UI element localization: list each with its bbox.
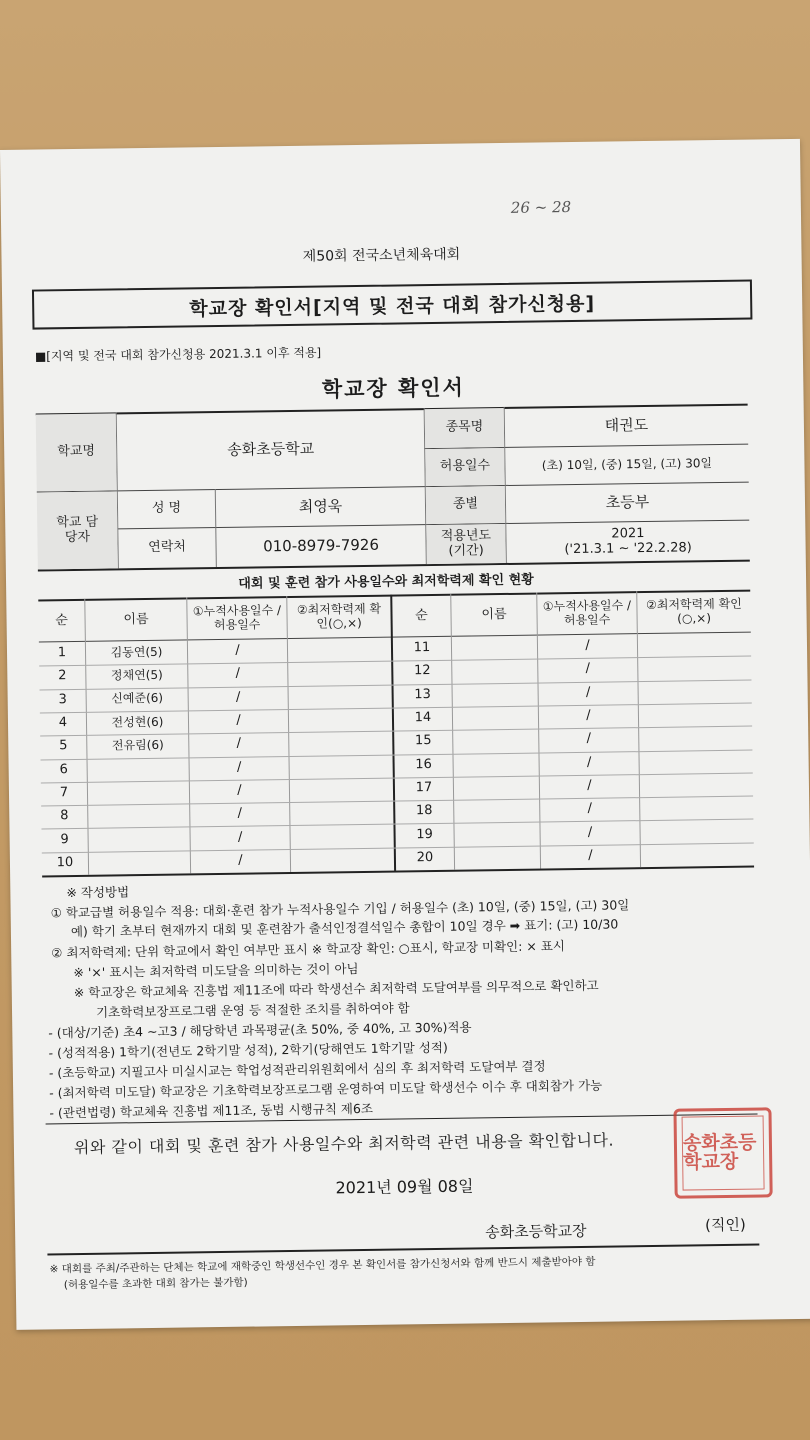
name-value: 최영욱 <box>298 497 343 516</box>
row-used-days: / <box>587 777 592 793</box>
row-student-name <box>452 682 537 706</box>
header-name-left: 이름 <box>123 611 149 627</box>
sport-value: 태권도 <box>604 415 649 435</box>
sport-label: 종목명 <box>425 408 505 448</box>
header-name-right: 이름 <box>481 606 507 622</box>
row-student-name: 전유림(6) <box>111 737 164 753</box>
row-no: 16 <box>415 756 432 772</box>
row-used-days: / <box>587 824 593 840</box>
row-used-days: / <box>236 759 242 775</box>
status-title: 대회 및 훈련 참가 사용일수와 최저학력제 확인 현황 <box>238 572 534 592</box>
note-5: ※ 학교장은 학교체육 진흥법 제11조에 따라 학생선수 최저학력 도달여부를 의무적으로 확인하고 <box>73 977 599 1001</box>
row-no: 13 <box>414 686 432 703</box>
row-used-days: / <box>235 666 241 682</box>
note-2: 예) 학기 초부터 현재까지 대회 및 훈련참가 출석인정결석일수 총합이 10일 경우 ➡ 표기: (고) 10/30 <box>70 916 619 940</box>
row-student-name <box>452 659 537 683</box>
row-no: 7 <box>59 785 69 801</box>
row-used-days: / <box>238 852 243 868</box>
header-no-left: 순 <box>55 612 68 628</box>
row-student-name <box>454 775 539 799</box>
period-year: 2021 <box>611 525 645 542</box>
row-no: 19 <box>416 826 433 842</box>
header-used-right: ①누적사용일수 /허용일수 <box>542 598 632 628</box>
row-no: 8 <box>60 808 69 824</box>
footer-note-2: (허용일수를 초과한 대회 참가는 불가함) <box>63 1276 248 1292</box>
row-no: 17 <box>415 779 433 796</box>
row-student-name <box>453 729 538 753</box>
row-used-days: / <box>237 805 243 822</box>
official-seal-text: 송화초등학교장 <box>682 1115 765 1190</box>
footer-note-1: ※ 대회를 주최/주관하는 단체는 학교에 재학중인 학생선수인 경우 본 확인서를 참가신청서와 함께 반드시 제출받아야 함 <box>49 1255 596 1276</box>
row-student-name <box>89 850 190 875</box>
contact-value: 010-8979-7926 <box>263 535 380 556</box>
event-title: 제50회 전국소년체육대회 <box>302 246 461 265</box>
row-used-days: / <box>585 661 591 677</box>
signer-name: 송화초등학교장 <box>485 1221 587 1242</box>
row-used-days: / <box>586 707 591 723</box>
note-0: ※ 작성방법 <box>66 884 130 901</box>
row-no: 15 <box>414 733 432 749</box>
row-student-name: 정채연(5) <box>110 667 163 683</box>
note-1: ① 학교급별 허용일수 적용: 대회·훈련 참가 누적사용일수 기입 / 허용일수 (초) 10일, (중) 15일, (고) 30일 <box>50 897 630 921</box>
row-used-days: / <box>586 754 592 770</box>
row-student-name: 전성현(6) <box>111 714 164 730</box>
row-student-name: 신예준(6) <box>111 691 164 706</box>
row-used-days: / <box>235 642 240 658</box>
note-11: - (관련법령) 학교체육 진흥법 제11조, 동법 시행규칙 제6조 <box>49 1100 374 1121</box>
row-student-name <box>452 636 537 660</box>
row-student-name <box>455 845 540 869</box>
official-seal-stamp <box>673 1107 772 1198</box>
document-paper <box>0 139 810 1330</box>
row-used-days: / <box>236 712 241 728</box>
note-7: - (대상/기준) 초4 ~고3 / 해당학년 과목평균(초 50%, 중 40%, 고 30%)적용 <box>48 1019 472 1041</box>
row-no: 1 <box>57 645 67 661</box>
row-student-name <box>88 757 189 782</box>
row-no: 10 <box>56 854 74 871</box>
row-no: 18 <box>415 803 433 819</box>
confirmation-statement: 위와 같이 대회 및 훈련 참가 사용일수와 최저학력 관련 내용을 확인합니다. <box>73 1130 615 1158</box>
row-no: 12 <box>413 663 431 679</box>
row-student-name <box>88 804 189 829</box>
main-title: 학교장 확인서 <box>321 375 466 402</box>
row-used-days: / <box>236 736 242 752</box>
row-used-days: / <box>237 829 243 845</box>
header-no-right: 순 <box>415 607 428 623</box>
row-used-days: / <box>237 782 242 798</box>
row-student-name: 김동연(5) <box>110 644 163 660</box>
applicability-note: ■[지역 및 전국 대회 참가신청용 2021.3.1 이후 적용] <box>34 345 322 364</box>
row-no: 9 <box>60 831 69 847</box>
name-label: 성 명 <box>151 500 182 516</box>
header-academic-right: ②최저학력제 확인(○,×) <box>645 596 742 626</box>
row-used-days: / <box>235 689 241 705</box>
period-label: 적용년도 (기간) <box>426 524 506 564</box>
row-used-days: / <box>585 684 591 700</box>
division-value: 초등부 <box>605 492 650 512</box>
row-student-name <box>454 799 539 823</box>
row-student-name <box>88 780 189 805</box>
row-no: 2 <box>58 668 67 684</box>
header-used-left: ①누적사용일수 /허용일수 <box>192 603 282 633</box>
division-label: 종별 <box>426 486 506 524</box>
row-student-name <box>453 752 538 776</box>
row-used-days: / <box>588 847 593 863</box>
period-value <box>506 521 750 563</box>
row-no: 20 <box>416 849 434 866</box>
note-3: ② 최저학력제: 단위 학교에서 확인 여부만 표시 ※ 학교장 확인: ○표시, 학교장 미확인: × 표시 <box>51 938 566 961</box>
row-student-name <box>454 822 539 846</box>
handwritten-page-range: 26 ~ 28 <box>510 198 572 217</box>
row-no: 3 <box>58 691 67 708</box>
row-no: 11 <box>413 640 431 656</box>
row-used-days: / <box>585 637 590 654</box>
period-range: ('21.3.1 ~ '22.2.28) <box>564 539 692 557</box>
row-no: 14 <box>414 710 432 726</box>
row-used-days: / <box>587 801 593 817</box>
school-value: 송화초등학교 <box>227 439 315 459</box>
row-no: 5 <box>59 738 68 754</box>
allowed-days-label: 허용일수 <box>425 448 505 486</box>
row-no: 6 <box>59 761 68 777</box>
header-academic-left: ②최저학력제 확인(○,×) <box>296 601 382 631</box>
note-6: 기초학력보장프로그램 운영 등 적절한 조치를 취하여야 함 <box>95 1000 410 1020</box>
row-used-days: / <box>586 731 592 747</box>
document-box-title: 학교장 확인서[지역 및 전국 대회 참가신청용] <box>32 280 752 330</box>
row-student-name <box>453 705 538 729</box>
school-label: 학교명 <box>36 413 117 491</box>
row-no: 4 <box>58 715 68 731</box>
note-9: - (초등학교) 지필고사 미실시교는 학업성적관리위원회에서 심의 후 최저학력 도달여부 결정 <box>48 1058 546 1081</box>
note-8: - (성적적용) 1학기(전년도 2학기말 성적), 2학기(당해연도 1학기말 성적) <box>48 1039 448 1061</box>
note-10: - (최저학력 미도달) 학교장은 기초학력보장프로그램 운영하여 미도달 학생선수 이수 후 대회참가 가능 <box>49 1077 603 1101</box>
note-4: ※ '×' 표시는 최저학력 미도달을 의미하는 것이 아님 <box>73 961 359 981</box>
contact-label: 연락처 <box>148 539 187 555</box>
seal-label: (직인) <box>704 1215 746 1235</box>
issue-date: 2021년 09월 08일 <box>335 1176 474 1198</box>
allowed-days-value: (초) 10일, (중) 15일, (고) 30일 <box>541 455 713 473</box>
manager-label: 학교 담당자 <box>37 491 118 569</box>
row-student-name <box>88 827 189 852</box>
